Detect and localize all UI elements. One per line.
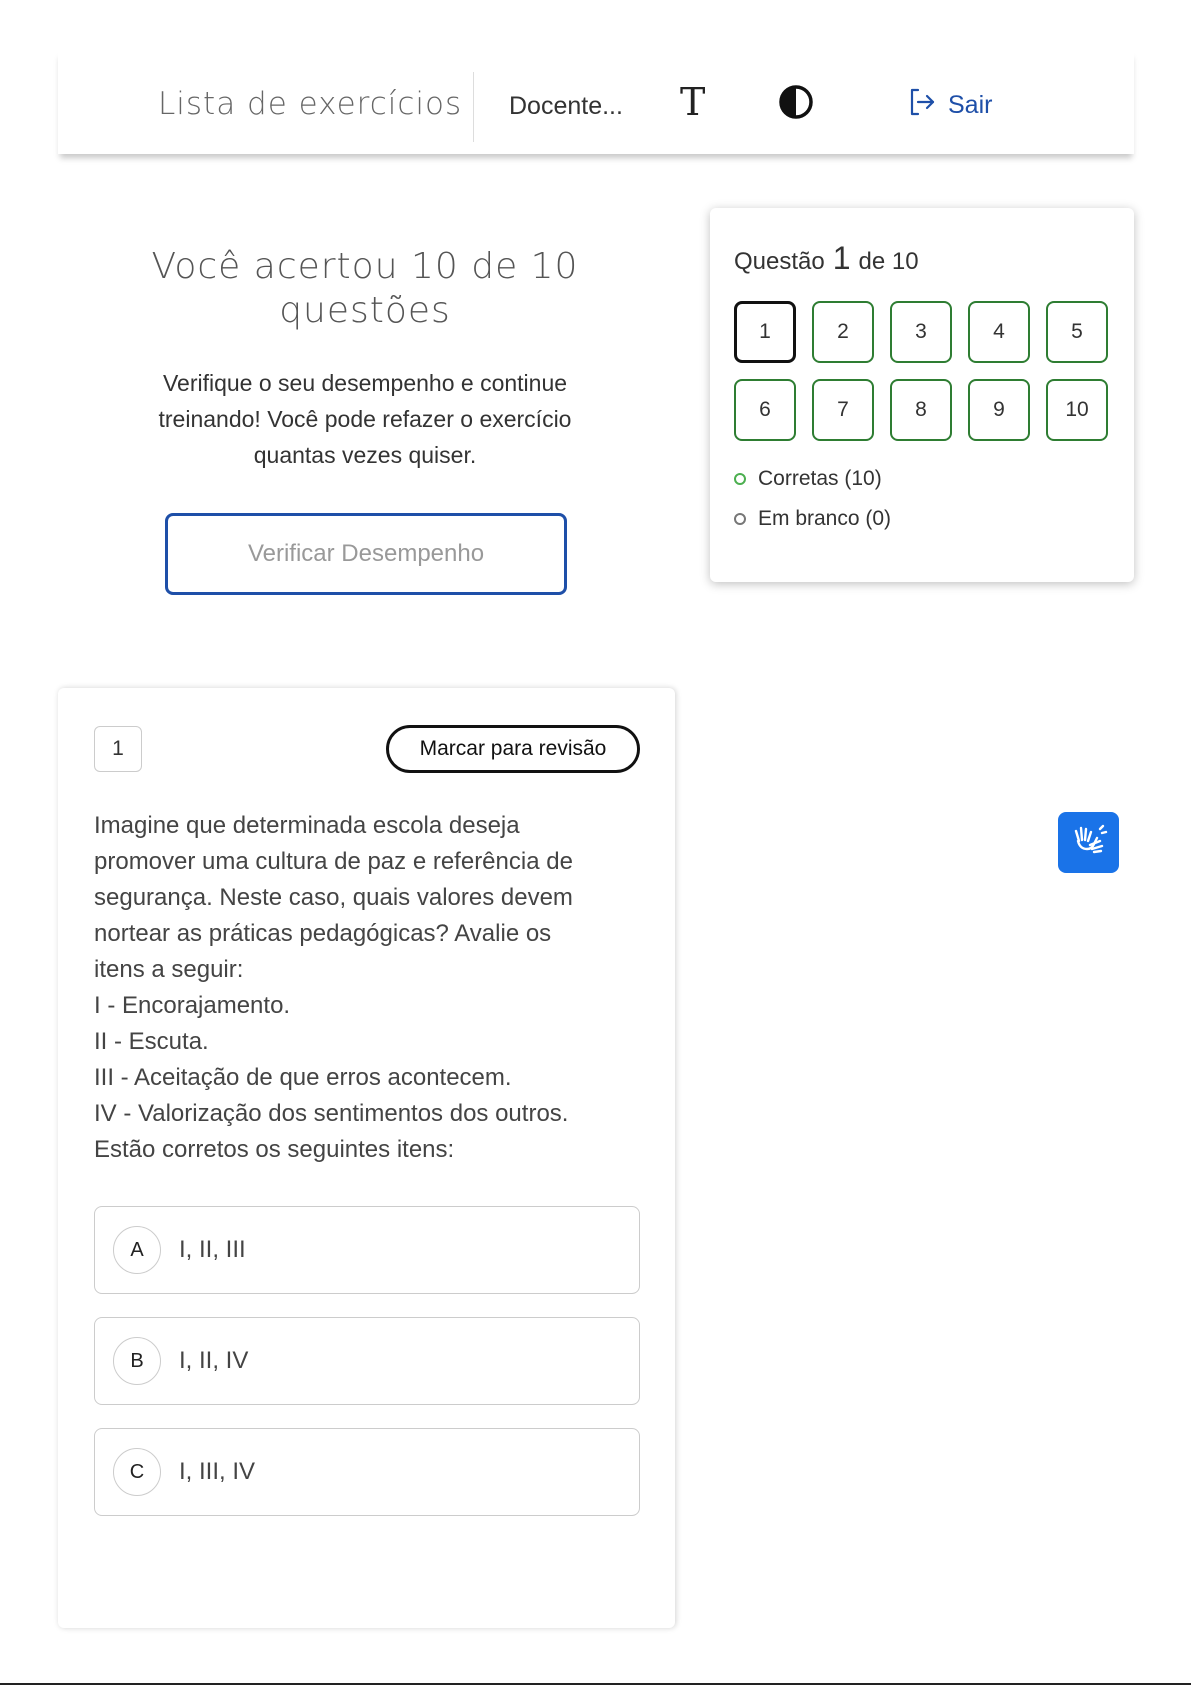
statement-line: nortear as práticas pedagógicas? Avalie os	[94, 920, 552, 947]
legend-correct-label: Corretas (10)	[758, 467, 882, 490]
text-size-icon[interactable]: T	[680, 80, 706, 124]
answer-options	[94, 1206, 640, 1539]
question-button-2[interactable]: 2	[812, 301, 874, 363]
blank-dot-icon	[734, 513, 746, 525]
result-message: Verifique o seu desempenho e continue treinando! Você pode refazer o exercício quantas vezes quiser.	[158, 370, 572, 468]
statement-line: II - Escuta.	[94, 1028, 209, 1055]
question-card	[58, 688, 675, 1628]
question-button-10[interactable]: 10	[1046, 379, 1108, 441]
logout-icon	[906, 86, 938, 125]
question-counter	[734, 240, 919, 277]
sign-language-widget-button[interactable]	[1058, 812, 1119, 873]
option-letter: B	[113, 1337, 161, 1385]
header-divider	[473, 72, 474, 142]
question-button-8[interactable]: 8	[890, 379, 952, 441]
question-grid	[734, 301, 1108, 441]
statement-line: itens a seguir:	[94, 956, 244, 983]
legend-blank-label: Em branco (0)	[758, 507, 892, 530]
counter-prefix: Questão	[734, 248, 825, 275]
user-name[interactable]: Docente...	[509, 92, 623, 120]
option-c[interactable]	[94, 1428, 640, 1516]
statement-line: Estão corretos os seguintes itens:	[94, 1136, 455, 1163]
option-letter: A	[113, 1226, 161, 1274]
option-a[interactable]	[94, 1206, 640, 1294]
sign-language-icon	[1070, 821, 1108, 864]
statement-line: Imagine que determinada escola deseja	[94, 812, 520, 839]
question-button-5[interactable]: 5	[1046, 301, 1108, 363]
counter-current: 1	[832, 240, 851, 276]
status-legend	[734, 466, 891, 546]
legend-blank	[734, 506, 891, 532]
question-button-1[interactable]: 1	[734, 301, 796, 363]
question-statement	[94, 808, 644, 1168]
question-button-4[interactable]: 4	[968, 301, 1030, 363]
statement-line: III - Aceitação de que erros acontecem.	[94, 1064, 512, 1091]
statement-line: promover uma cultura de paz e referência de	[94, 848, 573, 875]
question-number-badge: 1	[94, 726, 142, 772]
page-title: Lista de exercícios	[158, 86, 463, 122]
question-button-3[interactable]: 3	[890, 301, 952, 363]
option-b[interactable]	[94, 1317, 640, 1405]
question-button-7[interactable]: 7	[812, 379, 874, 441]
top-header	[58, 50, 1134, 154]
correct-dot-icon	[734, 473, 746, 485]
verify-performance-button[interactable]: Verificar Desempenho	[165, 513, 567, 595]
option-text: I, III, IV	[179, 1458, 256, 1485]
option-text: I, II, III	[179, 1236, 246, 1263]
logout-button[interactable]	[906, 86, 992, 125]
mark-for-review-button[interactable]: Marcar para revisão	[386, 725, 640, 773]
logout-label: Sair	[948, 91, 993, 119]
option-letter: C	[113, 1448, 161, 1496]
statement-line: segurança. Neste caso, quais valores devem	[94, 884, 573, 911]
counter-suffix: de 10	[858, 248, 919, 275]
result-heading: Você acertou 10 de 10 questões	[151, 246, 579, 331]
option-text: I, II, IV	[179, 1347, 249, 1374]
contrast-icon[interactable]	[778, 84, 814, 120]
legend-correct	[734, 466, 891, 492]
statement-line: IV - Valorização dos sentimentos dos outros.	[94, 1100, 569, 1127]
question-button-9[interactable]: 9	[968, 379, 1030, 441]
statement-line: I - Encorajamento.	[94, 992, 291, 1019]
question-button-6[interactable]: 6	[734, 379, 796, 441]
result-summary	[58, 245, 672, 595]
question-navigator	[710, 208, 1134, 582]
